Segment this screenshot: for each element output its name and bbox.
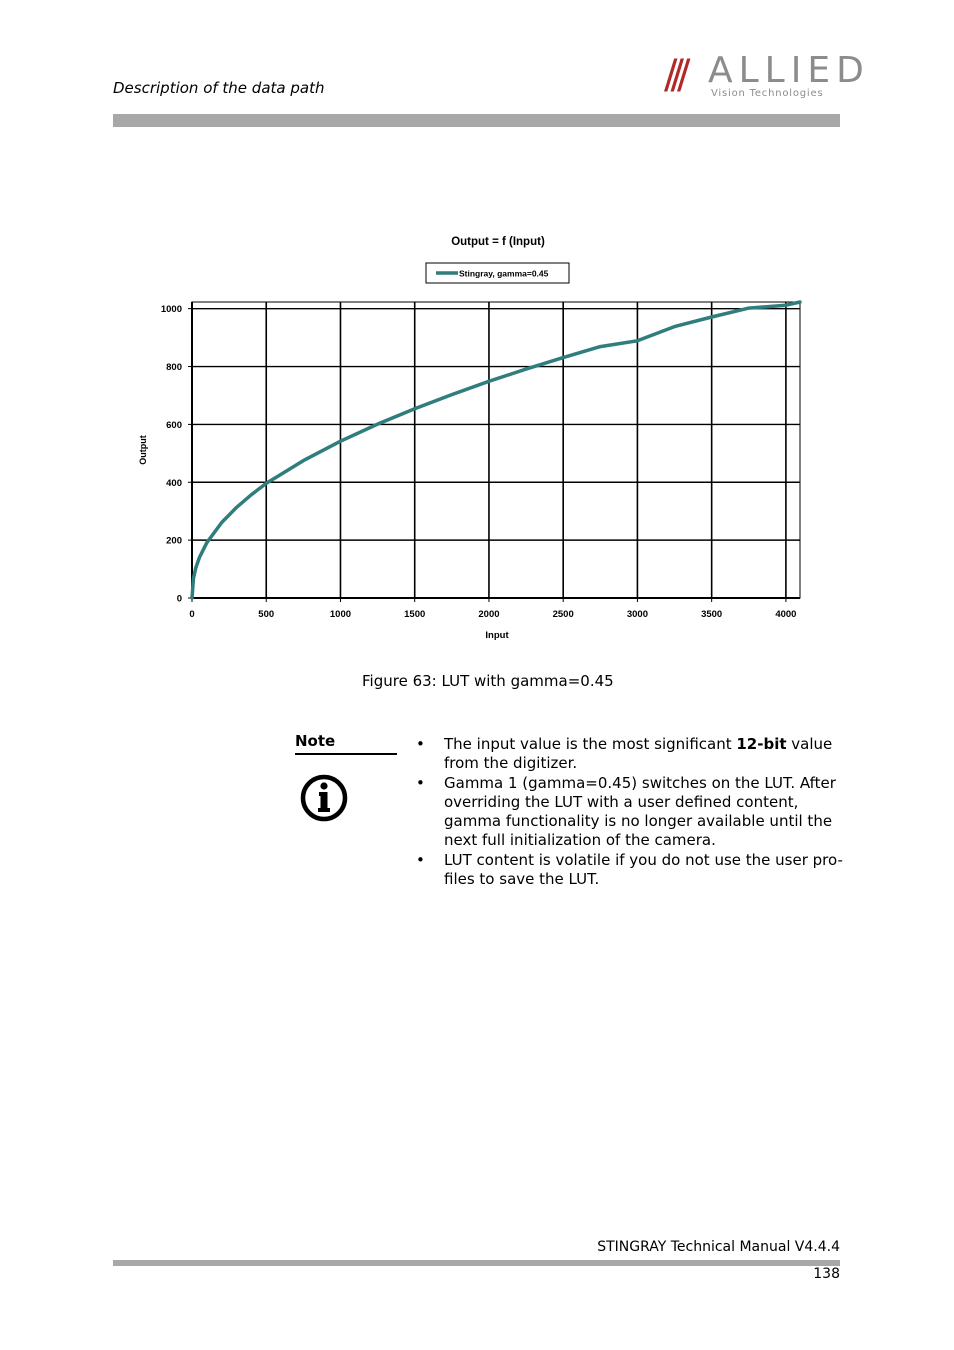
plot-frame: [192, 302, 800, 598]
chart-title: Output = f (Input): [451, 236, 545, 248]
bullet-bold-text: 12-bit: [736, 735, 787, 753]
x-tick-label: 2000: [478, 609, 500, 620]
x-tick-label: 500: [258, 609, 275, 620]
y-tick-label: 0: [176, 593, 182, 605]
bullet-text: LUT content is volatile if you do not use the user pro-files to save the LUT.: [444, 850, 843, 889]
series-line: [192, 302, 800, 598]
y-axis-label: Output: [138, 435, 148, 465]
y-axis-ticks: [161, 304, 192, 604]
x-tick-label: 1500: [404, 609, 426, 620]
note-label: Note: [295, 732, 336, 750]
bullet-text: Gamma 1 (gamma=0.45) switches on the LUT. After overriding the LUT with a user defined content, gamma functionality is no longer available until the next full initialization of the camera.: [444, 773, 836, 850]
logo-subtitle: Vision Technologies: [711, 88, 824, 99]
manual-title: STINGRAY Technical Manual V4.4.4: [597, 1239, 840, 1255]
section-title: Description of the data path: [113, 79, 325, 97]
x-tick-label: 2500: [552, 609, 574, 620]
y-tick-label: 800: [166, 362, 182, 374]
y-tick-label: 600: [166, 419, 182, 431]
x-axis-ticks: [189, 598, 796, 620]
header-rule: [113, 114, 840, 127]
allied-logo: [664, 50, 870, 102]
y-tick-label: 1000: [160, 304, 182, 316]
bullet-text: value from the digitizer.: [444, 735, 833, 773]
logo-word: ALLIED: [708, 50, 870, 91]
note-underline: [295, 753, 397, 755]
note-bullet: [414, 851, 854, 890]
note-bullets: [414, 735, 854, 889]
info-icon: [299, 773, 349, 823]
footer-rule: [113, 1260, 840, 1266]
x-tick-label: 1000: [329, 609, 352, 620]
x-tick-label: 0: [189, 609, 195, 620]
figure-caption: Figure 63: LUT with gamma=0.45: [362, 672, 614, 690]
x-tick-label: 4000: [775, 609, 797, 620]
page-number: 138: [813, 1266, 840, 1282]
chart-legend: [426, 263, 569, 283]
y-tick-label: 400: [166, 477, 182, 489]
x-tick-label: 3500: [701, 609, 723, 620]
x-axis-label: Input: [485, 630, 509, 641]
logo-slashes: ///: [664, 52, 684, 98]
y-tick-label: 200: [166, 535, 182, 547]
x-tick-label: 3000: [626, 609, 648, 620]
chart-grid: [192, 302, 800, 598]
lut-gamma-chart: [140, 225, 820, 655]
legend-label: Stingray, gamma=0.45: [459, 268, 549, 279]
note-bullet: [414, 774, 854, 851]
bullet-text: The input value is the most significant: [444, 735, 737, 753]
note-bullet: [414, 735, 854, 774]
